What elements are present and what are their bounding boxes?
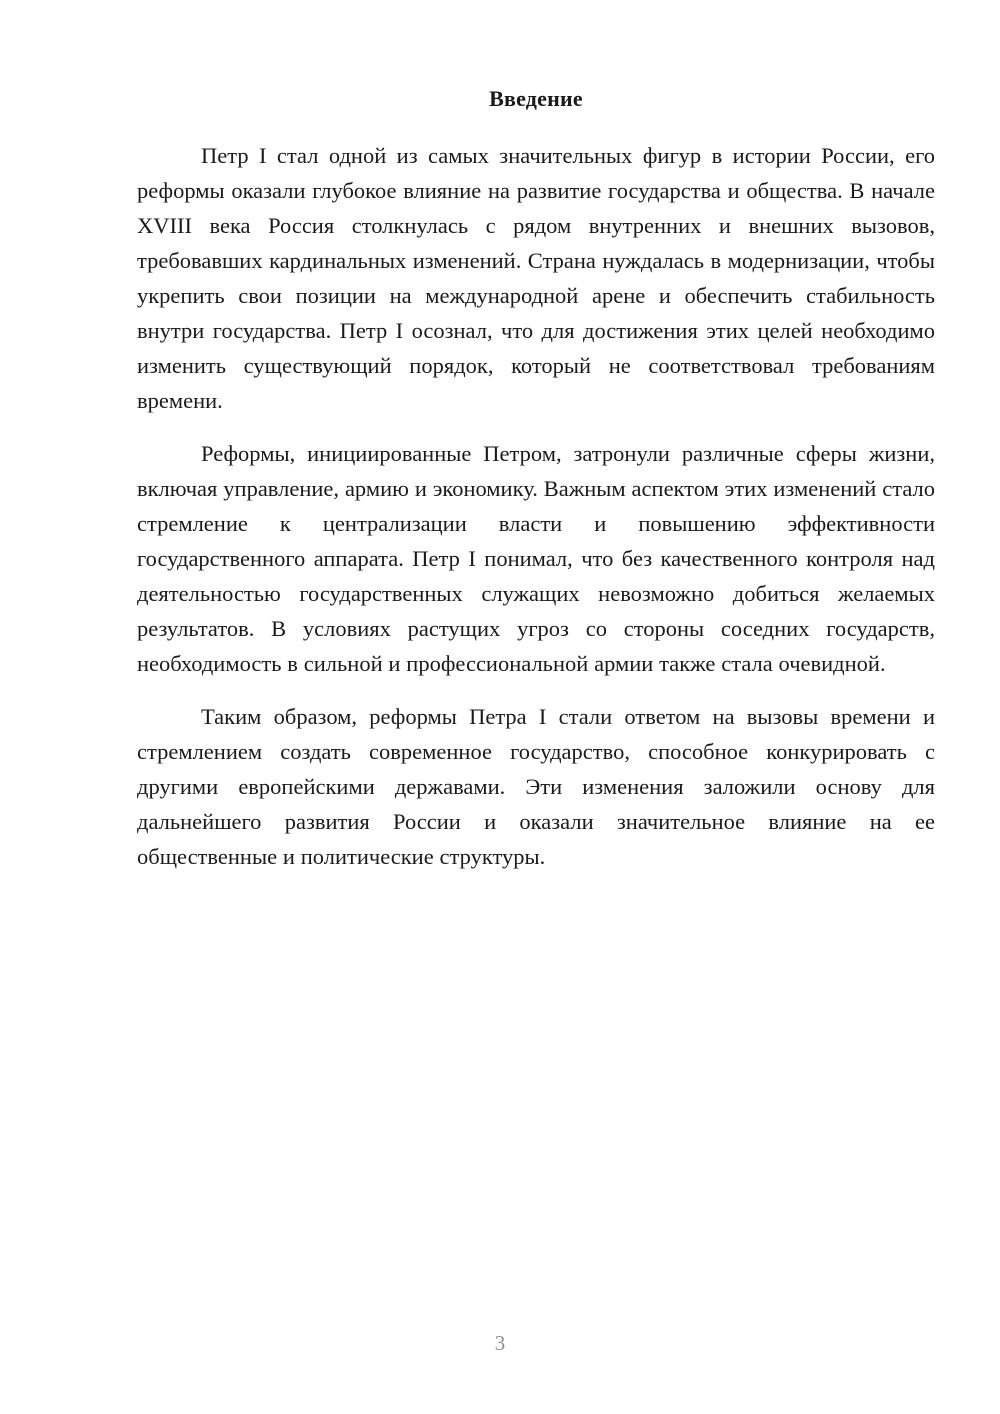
page-title: Введение [489,86,583,111]
body-paragraph-2: Реформы, инициированные Петром, затронули различные сферы жизни, включая управление, армию и экономику. Важным аспектом этих изменений стало стремление к централизации власти и повышению эффективности государственного аппарата. Петр I понимал, что без качественного контроля над деятельностью государственных служащих невозможно добиться желаемых результатов. В условиях растущих угроз со стороны соседних государств, необходимость в сильной и профессиональной армии также стала очевидной. [137,441,935,677]
document-text-column [137,86,935,874]
body-paragraph-3: Таким образом, реформы Петра I стали ответом на вызовы времени и стремлением создать современное государство, способное конкурировать с другими европейскими державами. Эти изменения заложили основу для дальнейшего развития России и оказали значительное влияние на ее общественные и политические структуры. [137,704,935,870]
page-number: 3 [494,1331,506,1355]
body-paragraph-1: Петр I стал одной из самых значительных фигур в истории России, его реформы оказали глубокое влияние на развитие государства и общества. В начале XVIII века Россия столкнулась с рядом внутренних и внешних вызовов, требовавших кардинальных изменений. Страна нуждалась в модернизации, чтобы укрепить свои позиции на международной арене и обеспечить стабильность внутри государства. Петр I осознал, что для достижения этих целей необходимо изменить существующий порядок, который не соответствовал требованиям времени. [137,143,935,414]
